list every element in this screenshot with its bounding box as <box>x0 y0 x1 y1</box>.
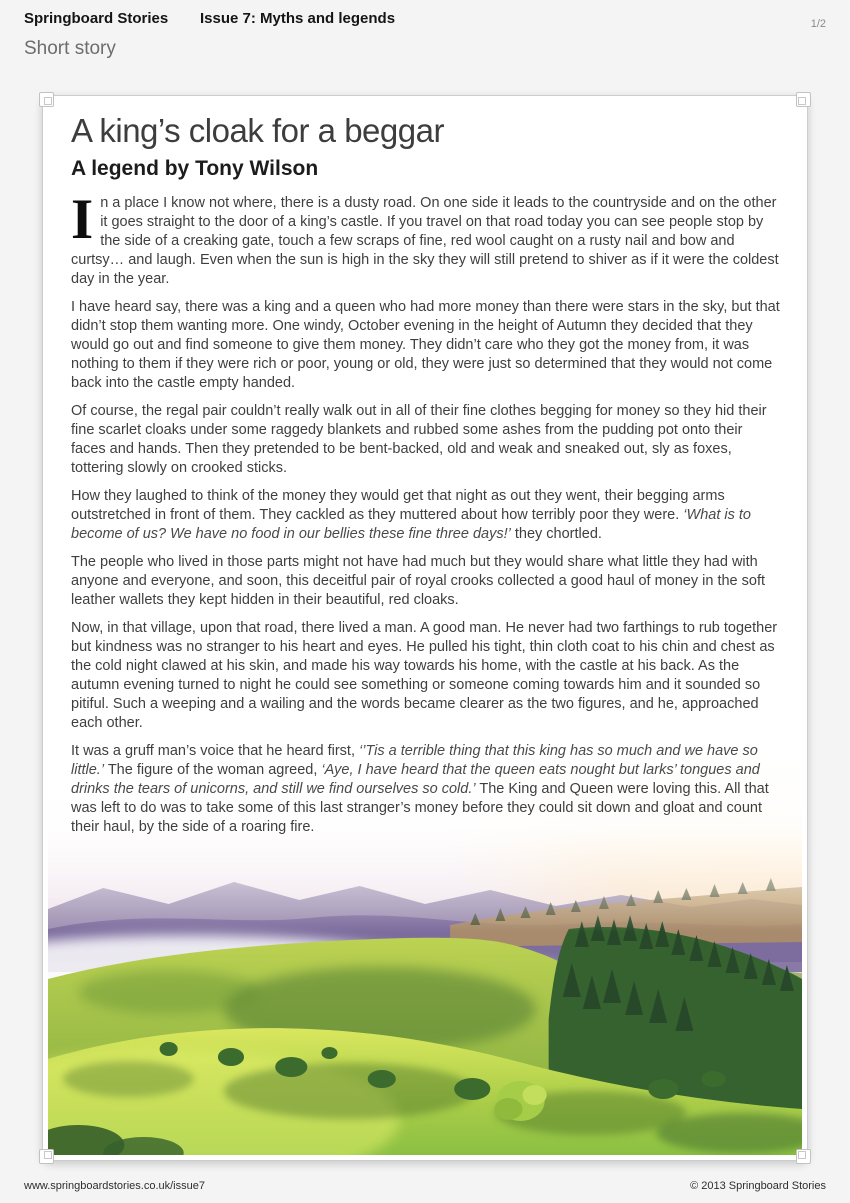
top-header <box>24 10 826 32</box>
story-card <box>42 95 808 1161</box>
slide-mount-corner-icon <box>39 92 54 107</box>
footer-copyright: © 2013 Springboard Stories <box>690 1180 826 1192</box>
brand-name: Springboard Stories <box>24 10 169 27</box>
article-content <box>71 112 781 846</box>
drop-cap: I <box>71 188 94 251</box>
story-paragraph: How they laughed to think of the money they would get that night as out they went, their begging arms outstretched in front of them. They cackled as they muttered about how terribly poor they were. ‘What is to become of us? We have no food in our bellies these fine three days!’ they chortled. <box>71 488 751 542</box>
story-paragraph: Now, in that village, upon that road, there lived a man. A good man. He never had two farthings to rub together but kindness was no stranger to his heart and eyes. He pulled his tight, thin cloth coat to his chin and chest as the cold night clawed at his skin, and made his way towards his home, with the castle at his back. As the autumn evening turned to night he could see something or someone coming towards him and it sounded so pitiful. Such a weeping and a wailing and the words became clearer as the two figures, and he, approached each other. <box>71 620 778 731</box>
footer-url: www.springboardstories.co.uk/issue7 <box>24 1180 205 1192</box>
slide-mount-corner-icon <box>796 1149 811 1164</box>
page-indicator: 1/2 <box>810 18 826 30</box>
article-byline: A legend by Tony Wilson <box>71 157 319 180</box>
page-title: A king’s cloak for a beggar <box>71 112 444 149</box>
story-paragraph: It was a gruff man’s voice that he heard first, ‘’Tis a terrible thing that this king has so much and we have so little.’ The figure of the woman agreed, ‘Aye, I have heard that the queen eats nought but larks’ tongues and drinks the tears of unicorns, and still we find ourselves so cold.’ The King and Queen were loving this. All that was left to do was to take some of this last stranger’s money before they could sit down and gloat and count their haul, by the side of a roaring fire. <box>71 743 769 835</box>
story-paragraph: I have heard say, there was a king and a queen who had more money than there were stars in the sky, but that didn’t stop them wanting more. One windy, October evening in the height of Autumn they decided that they would go out and find someone to give them money. They didn’t care who they got the money from, it was nothing to them if they were rich or poor, young or old, they were just so determined that they would not come back into the castle empty handed. <box>71 299 780 391</box>
doc-type-label: Short story <box>24 38 116 59</box>
slide-mount-corner-icon <box>39 1149 54 1164</box>
issue-title: Issue 7: Myths and legends <box>200 10 396 27</box>
story-paragraph: Of course, the regal pair couldn’t really walk out in all of their fine clothes begging for money so they hid their fine scarlet cloaks under some raggedy blankets and rubbed some ashes from the pudding pot onto their faces and hands. Then they pretended to be bent-backed, old and weak and sneaked out, sly as foxes, tottering slowly on crooked sticks. <box>71 403 767 476</box>
story-paragraph: In a place I know not where, there is a dusty road. On one side it leads to the countryside and on the other it goes straight to the door of a king’s castle. If you travel on that road today you can see people stop by the side of a creaking gate, touch a few scraps of fine, red wool caught on a rusty nail and bow and curtsy… and laugh. Even when the sun is high in the sky they will still pretend to shiver as if it were the coldest day in the year. <box>71 188 779 287</box>
story-paragraph: The people who lived in those parts might not have had much but they would share what little they had with anyone and everyone, and soon, this deceitful pair of royal crooks collected a good haul of money in the soft leather wallets they kept hidden in their beautiful, red cloaks. <box>71 554 766 608</box>
slide-mount-corner-icon <box>796 92 811 107</box>
page-footer <box>24 1180 826 1196</box>
story-body <box>71 188 781 837</box>
